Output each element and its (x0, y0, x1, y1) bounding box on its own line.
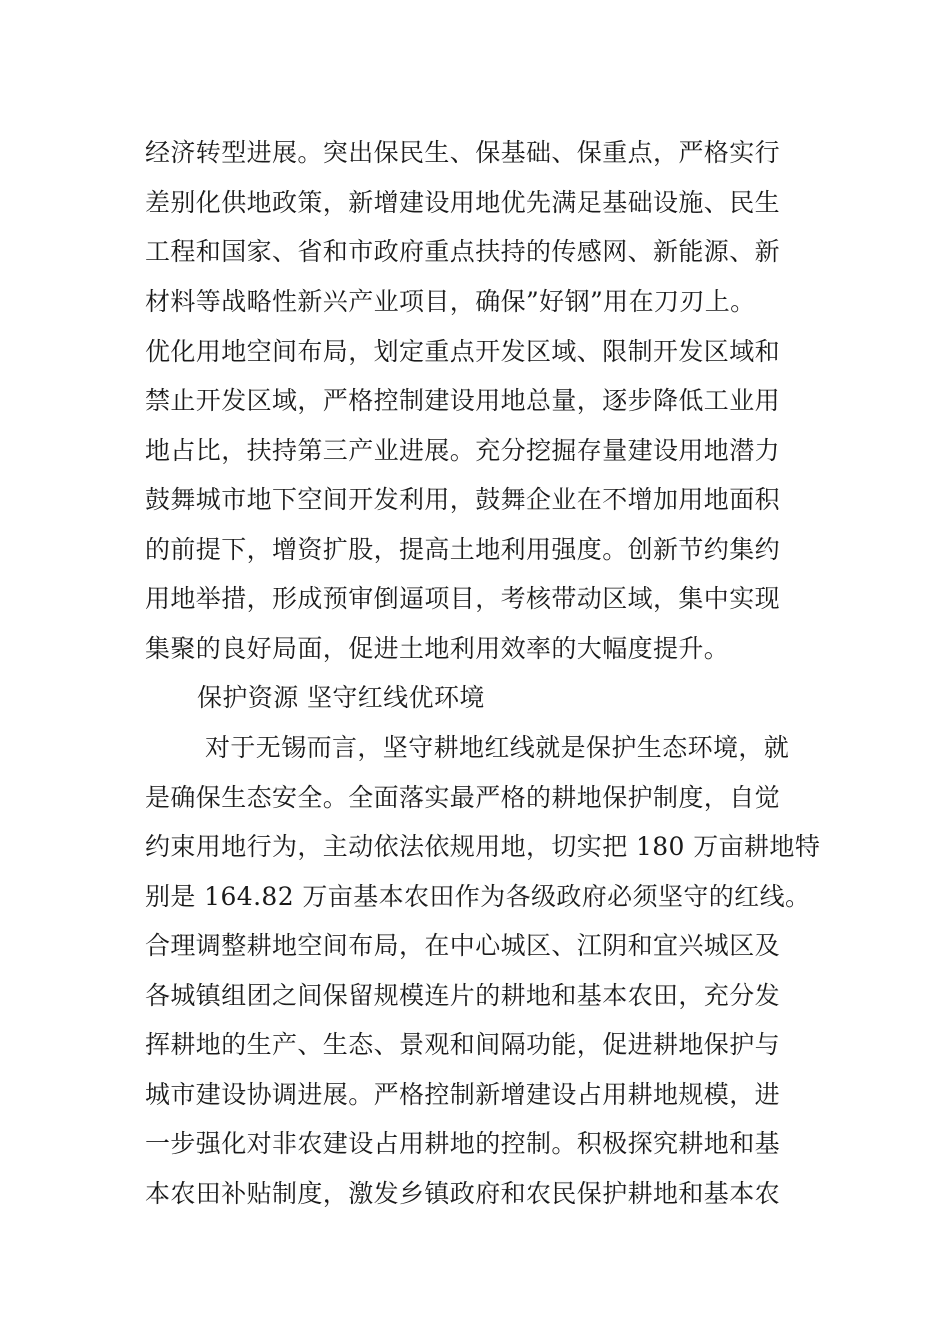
text-line: 别是 164.82 万亩基本农田作为各级政府必须坚守的红线。 (145, 882, 811, 911)
text-line: 的前提下，增资扩股，提高土地利用强度。创新节约集约 (145, 535, 781, 564)
text-line: 鼓舞城市地下空间开发利用，鼓舞企业在不增加用地面积 (145, 485, 781, 514)
text-line: 用地举措，形成预审倒逼项目，考核带动区域，集中实现 (145, 584, 781, 613)
text-line: 一步强化对非农建设占用耕地的控制。积极探究耕地和基 (145, 1129, 781, 1158)
text-line: 是确保生态安全。全面落实最严格的耕地保护制度，自觉 (145, 783, 781, 812)
text-line: 材料等战略性新兴产业项目，确保”好钢”用在刀刃上。 (145, 287, 756, 316)
text-line: 禁止开发区域，严格控制建设用地总量，逐步降低工业用 (145, 386, 781, 415)
section-heading: 保护资源 坚守红线优环境 (197, 683, 485, 712)
text-line: 城市建设协调进展。严格控制新增建设占用耕地规模，进 (145, 1080, 781, 1109)
text-line: 优化用地空间布局，划定重点开发区域、限制开发区域和 (145, 337, 781, 366)
text-line: 地占比，扶持第三产业进展。充分挖掘存量建设用地潜力 (145, 436, 781, 465)
text-line: 挥耕地的生产、生态、景观和间隔功能，促进耕地保护与 (145, 1030, 781, 1059)
text-line: 差别化供地政策，新增建设用地优先满足基础设施、民生 (145, 188, 781, 217)
text-line: 经济转型进展。突出保民生、保基础、保重点，严格实行 (145, 138, 781, 167)
text-line: 约束用地行为，主动依法依规用地，切实把 180 万亩耕地特 (145, 832, 821, 861)
text-line: 合理调整耕地空间布局，在中心城区、江阴和宜兴城区及 (145, 931, 781, 960)
text-line: 工程和国家、省和市政府重点扶持的传感网、新能源、新 (145, 237, 781, 266)
text-line: 本农田补贴制度，激发乡镇政府和农民保护耕地和基本农 (145, 1179, 781, 1208)
text-line: 对于无锡而言，坚守耕地红线就是保护生态环境，就 (205, 733, 790, 762)
text-line: 集聚的良好局面，促进土地利用效率的大幅度提升。 (145, 634, 730, 663)
text-line: 各城镇组团之间保留规模连片的耕地和基本农田，充分发 (145, 981, 781, 1010)
